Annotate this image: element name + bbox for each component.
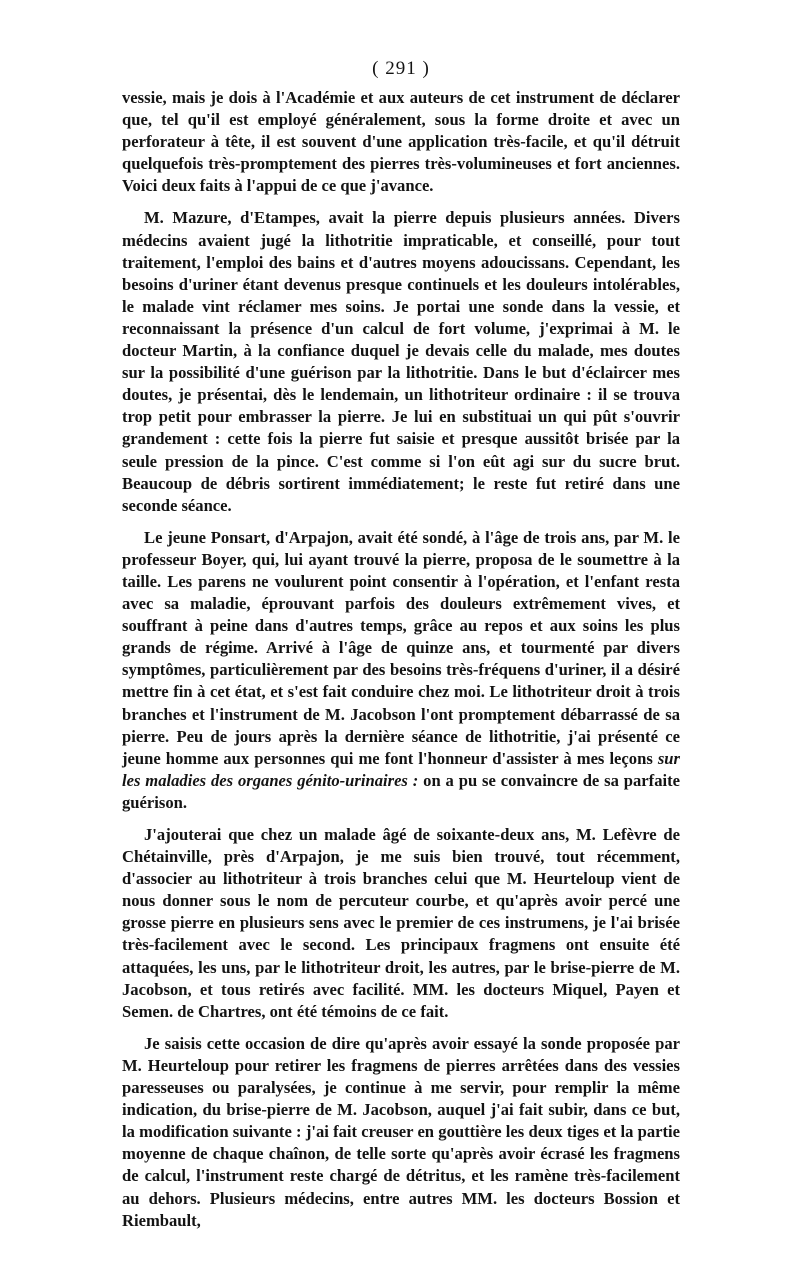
paragraph-ponsart-case <box>122 527 680 814</box>
document-page <box>122 58 680 1232</box>
ponsart-text-end: on a pu se convaincre de sa parfaite guérison. <box>122 770 680 812</box>
page-number: ( 291 ) <box>372 58 430 79</box>
paragraph-intro: vessie, mais je dois à l'Académie et aux auteurs de cet instrument de déclarer que, tel qu'il est employé généralement, sous la forme droite et avec un perforateur à tête, il est souvent d'une application très-facile, et qu'il détruit quelquefois très-promptement des pierres très-volumineuses et fort anciennes. Voici deux faits à l'appui de ce que j'avance. <box>122 88 680 196</box>
paragraph-lefevre-case: J'ajouterai que chez un malade âgé de soixante-deux ans, M. Lefèvre de Chétainville, près d'Arpajon, je me suis bien trouvé, tout récemment, d'associer au lithotriteur à trois branches celui que M. Heurteloup vient de nous donner sous le nom de percuteur courbe, et qu'après avoir percé une grosse pierre en plusieurs sens avec le premier de ces instrumens, je l'ai brisée très-facilement avec le second. Les principaux fragmens ont ensuite été attaquées, les uns, par le lithotriteur droit, les autres, par le brise-pierre de M. Jacobson, et tous retirés avec facilité. MM. les docteurs Miquel, Payen et Semen. de Chartres, ont été témoins de ce fait. <box>122 825 680 1021</box>
paragraph-mazure-case: M. Mazure, d'Etampes, avait la pierre depuis plusieurs années. Divers médecins avaient jugé la lithotritie impraticable, et conseillé, pour tout traitement, l'emploi des bains et d'autres moyens adoucissans. Cependant, les besoins d'uriner étant devenus presque continuels et les douleurs intolérables, le malade vint réclamer mes soins. Je portai une sonde dans la vessie, et reconnaissant la présence d'un calcul de fort volume, j'exprimai à M. le docteur Martin, à la confiance duquel je devais celle du malade, mes doutes sur la possibilité d'une guérison par la lithotritie. Dans le but d'éclaircer mes doutes, je présentai, dès le lendemain, un lithotriteur ordinaire : il se trouva trop petit pour embrasser la pierre. Je lui en substituai un qui pût s'ouvrir grandement : cette fois la pierre fut saisie et presque aussitôt brisée par la seule pression de la pince. C'est comme si l'on eût agi sur du sucre brut. Beaucoup de débris sortirent immédiatement; le reste fut retiré dans une seconde séance. <box>122 208 680 515</box>
ponsart-text: Le jeune Ponsart, d'Arpajon, avait été sondé, à l'âge de trois ans, par M. le professeur Boyer, qui, lui ayant trouvé la pierre, proposa de le soumettre à la taille. Les parens ne voulurent point consentir à l'opération, et l'enfant resta avec sa maladie, éprouvant parfois des douleurs extrêmement vives, et souffrant à peine dans d'autres temps, grâce au repos et aux soins les plus grands de régime. Arrivé à l'âge de quinze ans, et tourmenté par divers symptômes, particulièrement par des besoins très-fréquens d'uriner, il a désiré mettre fin à cet état, et s'est fait conduire chez moi. Le lithotriteur droit à trois branches et l'instrument de M. Jacobson l'ont promptement débarrassé de sa pierre. Peu de jours après la dernière séance de lithotritie, j'ai présenté ce jeune homme aux personnes qui me font l'honneur d'assister à mes leçons <box>122 527 680 768</box>
paragraph-sonde-remark: Je saisis cette occasion de dire qu'après avoir essayé la sonde proposée par M. Heurteloup pour retirer les fragmens de pierres arrêtées dans des vessies paresseuses ou paralysées, je continue à me servir, pour remplir la même indication, du brise-pierre de M. Jacobson, auquel j'ai fait subir, dans ce but, la modification suivante : j'ai fait creuser en gouttière les deux tiges et la partie moyenne de chaque chaînon, de telle sorte qu'après avoir écrasé les fragmens de calcul, l'instrument reste chargé de détritus, et les ramène très-facilement au dehors. Plusieurs médecins, entre autres MM. les docteurs Bossion et Riembault, <box>122 1033 680 1230</box>
italic-course-title: sur les maladies des organes génito-urinaires : <box>122 748 680 790</box>
